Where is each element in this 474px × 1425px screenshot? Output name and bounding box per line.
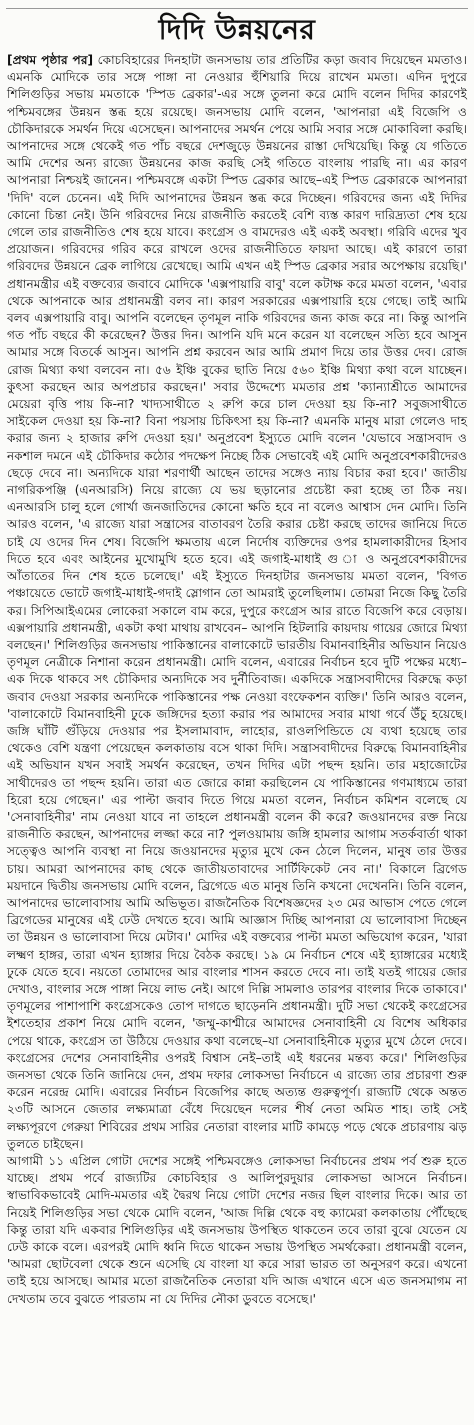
paragraph-text: আগামী ১১ এপ্রিল গোটা দেশের সঙ্গেই পশ্চিমবঙ্গেও লোকসভা নির্বাচনের প্রথম পর্ব শুরু হতে যাচ্ছে। প্রথম পর্বে রাজ্যটির কোচবিহার ও আলিপুরদুয়ার লোকসভা আসনে নির্বাচন। স্বাভাবিকভাবেই মোদি-মমতার এই দ্বৈরথ নিয়ে গোটা দেশের নজর ছিল বাংলার দিকে। আর তা নিয়েই শিলিগুড়ির সভা থেকে মোদি বলেন, 'আজ দিল্লি থেকে বহু ক্যামেরা কলকাতায় পৌঁছেছে কিন্তু তারা যদি একবার শিলিগুড়ির এই জনসভায় উপস্থিত থাকতেন তবে তারা বুঝে যেতেন যে ঢেউ কাকে বলে। এরপরই মোদি ধ্বনি দিতে থাকেন সভায় উপস্থিত সমর্থকেরা। প্রধানমন্ত্রী বলেন, 'আমরা ছোটবেলা থেকে শুনে এসেছি যে বাংলা যা করে সারা ভারত তা অনুসরণ করে। এখনো তাই হয়ে আসছে। আমার মতো রাজনৈতিক নেতারা যদি আজ এখানে এসে এত জনসমাগম না দেখতাম তবে বুঝতে পারতাম না যে দিদির নৌকা ডুবতে বসেছে।': [7, 1154, 467, 1306]
article-paragraph: [7, 1153, 467, 1308]
article-body: [7, 52, 467, 1308]
article-headline: দিদি উন্নয়নের: [158, 13, 316, 46]
continued-from-label: [প্রথম পৃষ্ঠার পর]: [7, 53, 94, 67]
paragraph-text: কোচবিহারের দিনহাটা জনসভায় তার প্রতিটির কড়া জবাব দিয়েছেন মমতাও। এমনকি মোদিকে তার সঙ্গে পাঙ্গা না নেওয়ার হুঁশিয়ারি দিয়ে রাখেন মমতা। এদিন দুপুরে শিলিগুড়ির সভায় মমতাকে 'স্পিড ব্রেকার'-এর সঙ্গে তুলনা করে মোদি বলেন দিদির কারণেই পশ্চিমবঙ্গের উন্নয়ন স্তব্ধ হয়ে রয়েছে। জনসভায় মোদি বলেন, 'আপনারা এই বিজেপি ও চৌকিদারকে সমর্থন দিয়ে এসেছেন। আপনাদের সমর্থন পেয়ে আমি সবার সঙ্গে মোকাবিলা করছি। আপনাদের সঙ্গে থেকেই গত পাঁচ বছরে দেশজুড়ে উন্নয়নের রাস্তা দেখিয়েছি। কিন্তু যে গতিতে আমি দেশের অন্য রাজ্যে উন্নয়নের কাজ করছি সেই গতিতে বাংলায় পারছি না। এর কারণ আপনারা নিশ্চয়ই জানেন। পশ্চিমবঙ্গে একটা স্পিড ব্রেকার আছে–এই স্পিড ব্রেকারকে আপনারা 'দিদি' বলে চেনেন। এই দিদি আপনাদের উন্নয়ন স্তব্ধ করে দিচ্ছেন। গরিবদের জন্য এই দিদির কোনো চিন্তা নেই। উনি গরিবদের নিয়ে রাজনীতি করতেই বেশি ব্যস্ত কারণ দারিদ্র্যতা শেষ হয়ে গেলে তার রাজনীতিও শেষ হয়ে যাবে। কংগ্রেস ও বামদেরও এই একই অবস্থা। গরিবি এদের খুব প্রয়োজন। গরিবদের গরিব করে রাখলে ওদের রাজনীতিতে ফায়দা আছে। এই কারণে তারা গরিবদের উন্নয়নে ব্রেক লাগিয়ে রেখেছে। আমি এখন এই স্পিড ব্রেকার সরার অপেক্ষায় রয়েছি।' প্রধানমন্ত্রীর এই বক্তব্যের জবাবে মোদিকে 'এক্সপায়ারি বাবু' বলে কটাক্ষ করে মমতা বলেন, 'এবার থেকে আপনাকে আর প্রধানমন্ত্রী বলব না। কারণ সরকারের এক্সপায়ারি হয়ে গেছে। তাই আমি বলব এক্সপায়ারি বাবু। আপনি বলেছেন তৃণমূল নাকি গরিবদের জন্য কাজ করে না। কিন্তু আপনি গত পাঁচ বছরে কী করেছেন? উত্তর দিন। আপনি যদি মনে করেন যা বলেছেন সত্যি হবে আসুন আমার সঙ্গে বিতর্কে আসুন। আপনি প্রশ্ন করবেন আর আমি প্রমাণ দিয়ে তার উত্তর দেব। রোজ রোজ মিথ্যা কথা বলবেন না। ৫৬ ইঞ্চি বুকের ছাতি নিয়ে ৫৬০ ইঞ্চি মিথ্যা কথা বলে যাচ্ছেন। কুৎসা করছেন আর অপপ্রচার করছেন।' সবার উদ্দেশ্যে মমতার প্রশ্ন 'ক্যান্যাশ্রীতে আমাদের মেয়েরা বৃত্তি পায় কি-না? খাদ্যসাথীতে ২ রুপি করে চাল দেওয়া হয় কি-না? সবুজসাথীতে সাইকেল দেওয়া হয় কি-না? বিনা পয়সায় চিকিৎসা হয় কি-না? এমনকি মানুষ মারা গেলেও দাহ করার জন্য ২ হাজার রুপি দেওয়া হয়।' অনুপ্রবেশ ইস্যুতে মোদি বলেন 'যেভাবে সন্ত্রাসবাদ ও নকশাল দমনে এই চৌকিদার কঠোর পদক্ষেপ নিচ্ছে ঠিক সেভাবেই এই মোদি অনুপ্রবেশকারীদেরও ছেড়ে দেবে না। অন্যদিকে যারা শরণার্থী আছেন তাদের সঙ্গেও ন্যায় বিচার করা হবে।' জাতীয় নাগরিকপঞ্জি (এনআরসি) নিয়ে রাজ্যে যে ভয় ছড়ানোর প্রচেষ্টা করা হচ্ছে তা ঠিক নয়। এনআরসি চালু হলে গোর্খা জনজাতিদের কোনো ক্ষতি হবে না বলেও আশ্বাস দেন মোদি। তিনি আরও বলেন, 'এ রাজ্যে যারা সন্ত্রাসের বাতাবরণ তৈরি করার চেষ্টা করছে তাদের জানিয়ে দিতে চাই যে ওদের দিন শেষ। বিজেপি ক্ষমতায় এলে নির্দোষ ব্যক্তিদের ওপর হামলাকারীদের হিসাব দিতে হবে এবং আইনের মুখোমুখি হতে হবে। এই জগাই-মাধাই গু া ও অনুপ্রবেশকারীদের আঁতাতের দিন শেষ হতে চলেছে।' এই ইস্যুতে দিনহাটার জনসভায় মমতা বলেন, 'বিগত পঞ্চায়েতে ভোটে জগাই-মাধাই-গদাই স্লোগান তো আমরাই তুলেছিলাম। তোমরা নিজে কিছু তৈরি কর। সিপিআইএমের লোকেরা সকালে বাম করে, দুপুরে কংগ্রেস আর রাতে বিজেপি করে বেড়ায়। এক্সপায়ারি প্রধানমন্ত্রী, একটা কথা মাথায় রাখবেন– আপনি হিটলারি কায়দায় গায়ের জোরে মিথ্যা বলছেন।' শিলিগুড়ির জনসভায় পাকিস্তানের বালাকোটে ভারতীয় বিমানবাহিনীর অভিযান নিয়েও তৃণমূল নেত্রীকে নিশানা করেন প্রধানমন্ত্রী। মোদি বলেন, এবারের নির্বাচন হবে দুটি পক্ষের মধ্যে– এক দিকে থাকবে সৎ চৌকিদার অন্যদিকে সব দুর্নীতিবাজ। একদিকে সন্ত্রাসবাদীদের বিরুদ্ধে কড়া জবাব দেওয়া সরকার অন্যদিকে পাকিস্তানের পক্ষ নেওয়া বংফেকশন ব্যক্তি।' তিনি আরও বলেন, 'বালাকোটে বিমানবাহিনী ঢুকে জঙ্গিদের হত্যা করার পর আমাদের সবার মাথা গর্বে উঁচু হয়েছে। জঙ্গি ঘাঁটি গুঁড়িয়ে দেওয়ার পর ইসলামাবাদ, লাহোর, রাওলপিন্ডিতে যে ব্যথা হয়েছে তার থেকেও বেশি যন্ত্রণা পেয়েছেন কলকাতায় বসে থাকা দিদি। সন্ত্রাসবাদীদের বিরুদ্ধে বিমানবাহিনীর এই অভিযান যখন সবাই সমর্থন করেছেন, তখন দিদির এটা পছন্দ হয়নি। তার মহাজোটের সাথীদেরও তা পছন্দ হয়নি। তারা এত জোরে কান্না করছিলেন যে পাকিস্তানের গণমাধ্যমে তারা হিরো হয়ে গেছেন।' এর পাল্টা জবাব দিতে গিয়ে মমতা বলেন, নির্বাচন কমিশন বলেছে যে 'সেনাবাহিনীর' নাম নেওয়া যাবে না তাহলে প্রধানমন্ত্রী বলেন কী করে? জওয়ানদের রক্ত নিয়ে রাজনীতি করছেন, আপনাদের লজ্জা করে না? পুলওয়ামায় জঙ্গি হামলার আগাম সতর্কবার্তা থাকা সত্ত্বেও আপনি ব্যবস্থা না নিয়ে জওয়ানদের মৃত্যুর মুখে কেন ঠেলে দিলেন, মানুষ তার উত্তর চায়। আমরা আপনাদের কাছ থেকে জাতীয়তাবাদের সার্টিফিকেট নেব না।' বিকালে ব্রিগেড ময়দানে দ্বিতীয় জনসভায় মোদি বলেন, ব্রিগেডে এত মানুষ তিনি কখনো দেখেননি। তিনি বলেন, আপনাদের ভালোবাসায় আমি অভিভূত। রাজনৈতিক বিশেষজ্ঞদের ২৩ মের আভাস পেতে গেলে ব্রিগেডের মানুষের এই ঢেউ দেখতে হবে। আমি আজ্ঞাস দিচ্ছি আপনারা যে ভালোবাসা দিচ্ছেন তা উন্নয়ন ও ভালোবাসা দিয়ে মেটাব।' মোদির এই বক্তব্যের পাল্টা মমতা অভিযোগ করেন, 'যারা লক্ষ্মণ হাঙ্গর, তারা এখন হ্যাঙ্গার দিয়ে বৈঠক করছে। ১৯ মে নির্বাচন শেষে এই হ্যাঙ্গারের মধ্যেই ঢুকে যেতে হবে। নয়তো তোমাদের আর বাংলার শাসন করতে দেবে না। তাই যতই গায়ের জোর দেখাও, বাংলার সঙ্গে পাঙ্গা নিয়ে লাভ নেই। আগে দিল্লি সামলাও তারপর বাংলার দিকে তাকাবে।' তৃণমূলের পাশাপাশি কংগ্রেসকেও তোপ দাগতে ছাড়েননি প্রধানমন্ত্রী। দুটি সভা থেকেই কংগ্রেসের ইশতেহার প্রকাশ নিয়ে মোদি বলেন, 'জম্মু-কাশ্মীরে আমাদের সেনাবাহিনী যে বিশেষ অধিকার পেয়ে থাকে, কংগ্রেস তা উঠিয়ে দেওয়ার কথা বলেছে–যা সেনাবাহিনীকে মৃত্যুর মুখে ঠেলে দেবে। কংগ্রেসের দেশের সেনাবাহিনীর ওপরই বিশ্বাস নেই–তাই এই ধরনের মন্তব্য করে।' শিলিগুড়ির জনসভা থেকে তিনি জানিয়ে দেন, প্রথম দফার লোকসভা নির্বাচনে এ রাজ্যে তার প্রচারণা শুরু করেন নরেন্দ্র মোদি। এবারের নির্বাচন বিজেপির কাছে অত্যন্ত গুরুত্বপূর্ণ। রাজ্যটি থেকে অন্তত ২৩টি আসনে জেতার লক্ষ্যমাত্রা বেঁধে দিয়েছেন দলের শীর্ষ নেতা অমিত শাহ। তাই সেই লক্ষ্যপূরণে গেরুয়া শিবিরের প্রথম সারির নেতারা বাংলার মাটি কামড়ে পড়ে থেকে প্রচারণায় ঝড় তুলতে চাইছেন।: [7, 53, 467, 1151]
page-top-strip: [6, 0, 468, 9]
article-paragraph: [7, 52, 467, 1153]
